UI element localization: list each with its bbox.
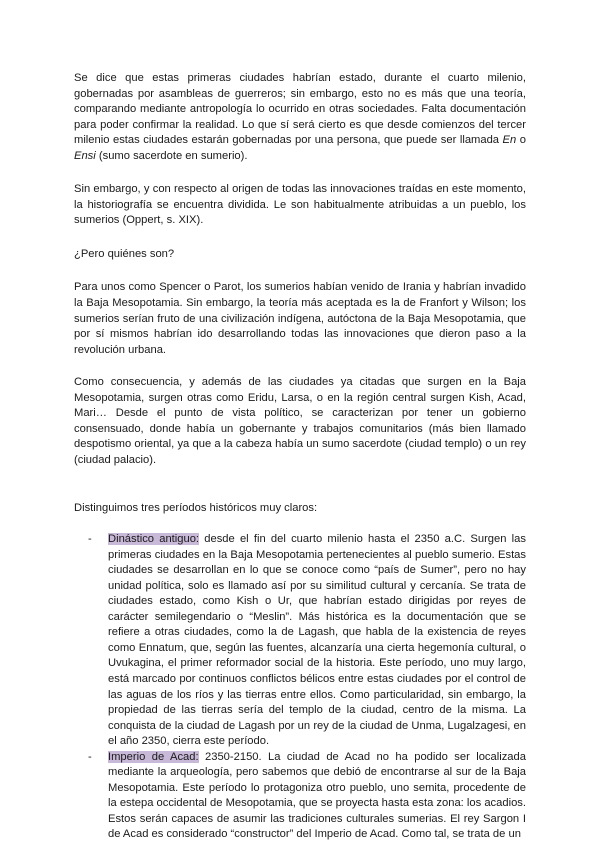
highlighted-period-title: Imperio de Acad: xyxy=(108,750,199,763)
term-en: En xyxy=(502,134,517,147)
paragraph-city-government xyxy=(74,71,526,164)
period-text: 2350-2150. La ciudad de Acad no ha podido ser localizada mediante la arqueología, pero sabemos que debió de encontrarse al sur de la Baja Mesopotamia. Este período lo protagoniza otro pueblo, uno semita, procedente de la estepa occidental de Mesopotamia, que se proyecta hasta esta zona: los acadios. Estos serán capaces de asumir las tradiciones culturales sumerias. El rey Sargon I de Acad es considerado “constructor” del Imperio de Acad. Como tal, se trata de un xyxy=(108,750,526,841)
paragraph-origin-theories: Para unos como Spencer o Parot, los sumerios habían venido de Irania y habrían invadido la Baja Mesopotamia. Sin embargo, la teoría más aceptada es la de Franfort y Wilson; los sumerios serían fruto de una civilización indígena, autóctona de la Baja Mesopotamia, que por sí mismos habrían ido desarrollando todas las innovaciones que dieron paso a la revolución urbana. xyxy=(74,281,526,356)
list-item xyxy=(74,750,526,843)
period-text: desde el fin del cuarto milenio hasta el 2350 a.C. Surgen las primeras ciudades en la Baja Mesopotamia pertenecientes al pueblo sumerio. Estas ciudades se desarrollan en lo que se conoce como “país de Sumer”, pero no hay unidad política, solo es llamado así por su similitud cultural y cercanía. Se trata de ciudades estado, como Kish o Ur, que habrían estado dirigidas por reyes de carácter semilegendario o “Meslin”. Más histórica es la documentación que se refiere a otras ciudades, como la de Lagash, que habla de la existencia de reyes como Ennatum, que, según las fuentes, alcanzaría una cierta hegemonía cultural, o Uvukagina, el primer reformador social de la historia. Este período, uno muy largo, está marcado por continuos conflictos bélicos entre estas ciudades por el control de las aguas de los ríos y las tierras entre ellos. Como particularidad, sin embargo, la propiedad de las tierras sería del templo de la ciudad, centro de la misma. La conquista de la ciudad de Lagash por un rey de la ciudad de Unma, Lugalzagesi, en el año 2350, cierra este período. xyxy=(108,533,526,748)
highlighted-period-title: Dinástico antiguo: xyxy=(108,533,200,546)
paragraph-political-consequence: Como consecuencia, y además de las ciudades ya citadas que surgen en la Baja Mesopotamia, surgen otras como Eridu, Larsa, o en la región central surgen Kish, Acad, Mari… Desde el punto de vista político, se caracterizan por tener un gobierno consensuado, donde había un gobernante y trabajos comunitarios (más bien llamado despotismo oriental, ya que a la cabeza había un sumo sacerdote (ciudad templo) o un rey (ciudad palacio). xyxy=(74,376,526,466)
bullet-dash: - xyxy=(88,533,92,546)
connector-text: o xyxy=(516,134,526,147)
term-ensi: Ensi xyxy=(74,149,96,162)
document-body xyxy=(74,71,526,843)
list-item xyxy=(74,532,526,750)
period-paragraph xyxy=(108,532,526,750)
paragraph-text: (sumo sacerdote en sumerio). xyxy=(95,149,248,162)
paragraph-historiography: Sin embargo, y con respecto al origen de todas las innovaciones traídas en este momento, la historiografía se encuentra dividida. Le son habitualmente atribuidas a un pueblo, los sumerios (Oppert, s. XIX). xyxy=(74,183,526,227)
bullet-dash: - xyxy=(88,750,92,763)
paragraph-text: Se dice que estas primeras ciudades habrían estado, durante el cuarto milenio, gobernadas por asambleas de guerreros; sin embargo, esto no es más que una teoría, comparando mediante antropología lo ocurrido en otras sociedades. Falta documentación para poder confirmar la realidad. Lo que sí será cierto es que desde comienzos del tercer milenio estas ciudades estarán gobernadas por una persona, que puede ser llamada xyxy=(74,72,526,147)
paragraph-question: ¿Pero quiénes son? xyxy=(74,247,175,260)
periods-list xyxy=(74,532,526,843)
period-paragraph xyxy=(108,750,526,843)
paragraph-periods-intro: Distinguimos tres períodos históricos muy claros: xyxy=(74,502,318,515)
